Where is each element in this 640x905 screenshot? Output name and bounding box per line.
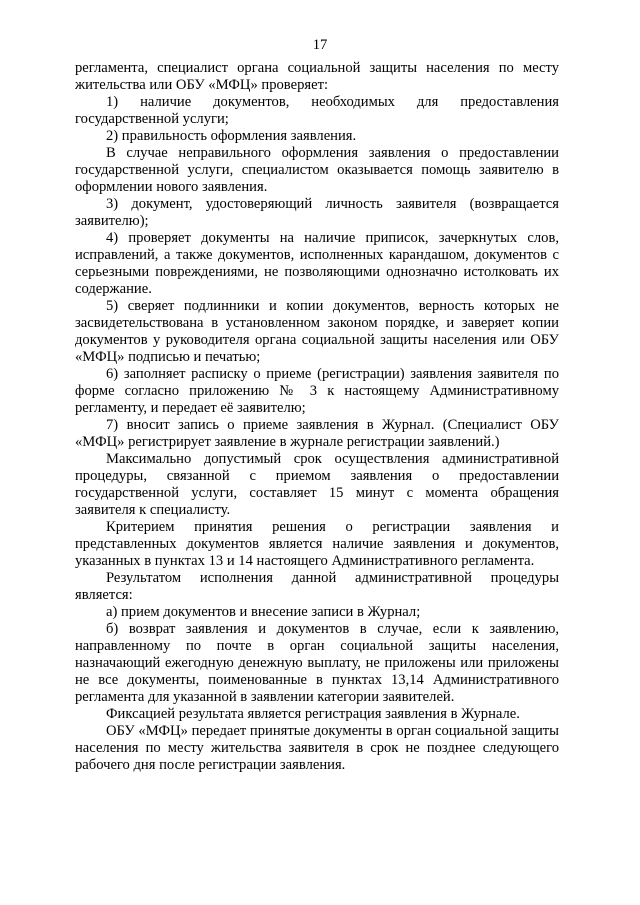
- paragraph-item-3: 3) документ, удостоверяющий личность заявителя (возвращается заявителю);: [75, 196, 559, 229]
- paragraph-item-7: 7) вносит запись о приеме заявления в Журнал. (Специалист ОБУ «МФЦ» регистрирует заявление в журнале регистрации заявлений.): [75, 417, 559, 450]
- paragraph-intro: регламента, специалист органа социальной защиты населения по месту жительства или ОБУ «МФЦ» проверяет:: [75, 60, 559, 93]
- paragraph-max-time: Максимально допустимый срок осуществления административной процедуры, связанной с приемом заявления о предоставлении государственной услуги, составляет 15 минут с момента обращения заявителя к специалисту.: [75, 451, 559, 518]
- paragraph-result-b: б) возврат заявления и документов в случае, если к заявлению, направленному по почте в орган социальной защиты населения, назначающий ежегодную денежную выплату, не приложены или приложены не все документы, поименованные в пунктах 13,14 Административного регламента для указанной в заявлении категории заявителей.: [75, 621, 559, 705]
- paragraph-item-6: 6) заполняет расписку о приеме (регистрации) заявления заявителя по форме согласно приложению № 3 к настоящему Административному регламенту, и передает её заявителю;: [75, 366, 559, 416]
- paragraph-result-a: а) прием документов и внесение записи в Журнал;: [106, 604, 421, 620]
- paragraph-item-4: 4) проверяет документы на наличие приписок, зачеркнутых слов, исправлений, а также документов, исполненных карандашом, документов с серьезными повреждениями, не позволяющими однозначно истолковать их содержание.: [75, 230, 559, 297]
- paragraph-item-5: 5) сверяет подлинники и копии документов, верность которых не засвидетельствована в установленном законом порядке, и заверяет копии документов у руководителя органа социальной защиты населения или ОБУ «МФЦ» подписью и печатью;: [75, 298, 559, 365]
- paragraph-criterion: Критерием принятия решения о регистрации заявления и представленных документов является наличие заявления и документов, указанных в пунктах 13 и 14 настоящего Административного регламента.: [75, 519, 559, 569]
- paragraph-item-2: 2) правильность оформления заявления.: [106, 128, 357, 144]
- paragraph-fixation: Фиксацией результата является регистрация заявления в Журнале.: [106, 706, 520, 722]
- paragraph-mfc-transfer: ОБУ «МФЦ» передает принятые документы в орган социальной защиты населения по месту жительства заявителя в срок не позднее следующего рабочего дня после регистрации заявления.: [75, 723, 559, 773]
- body-text: [75, 60, 559, 774]
- paragraph-result-intro: Результатом исполнения данной административной процедуры является:: [75, 570, 559, 603]
- page-number: 17: [312, 37, 328, 53]
- paragraph-incorrect-form: В случае неправильного оформления заявления о предоставлении государственной услуги, специалистом оказывается помощь заявителю в оформлении нового заявления.: [75, 145, 559, 195]
- paragraph-item-1: 1) наличие документов, необходимых для предоставления государственной услуги;: [75, 94, 559, 127]
